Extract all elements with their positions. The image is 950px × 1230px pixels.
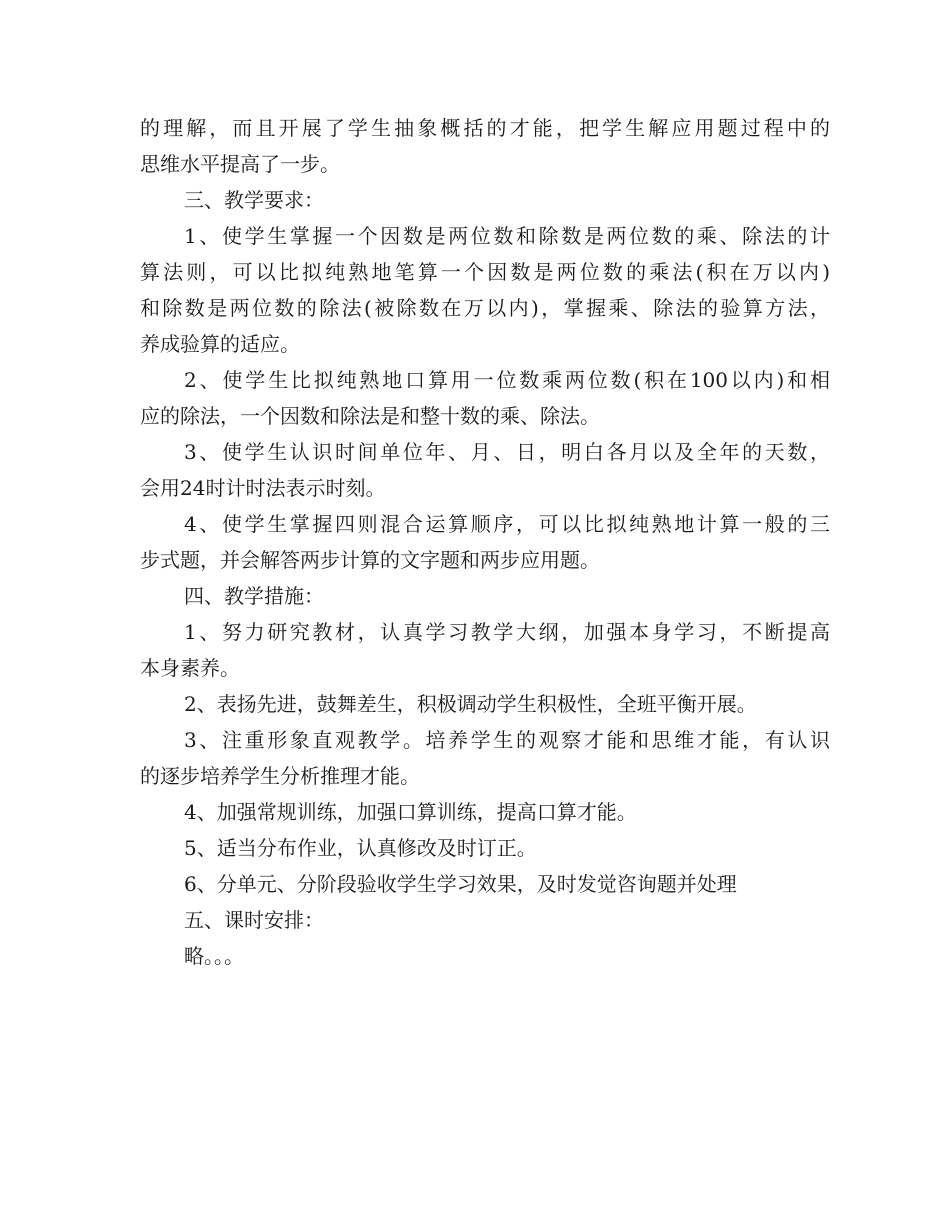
text-line: 2、表扬先进，鼓舞差生，积极调动学生积极性，全班平衡开展。 [184, 692, 757, 716]
text-line: 步式题，并会解答两步计算的文字题和两步应用题。 [140, 548, 600, 572]
text-line: 1、使学生掌握一个因数是两位数和除数是两位数的乘、除法的计 [184, 224, 830, 248]
text-line: 本身素养。 [140, 656, 240, 680]
text-line: 2、使学生比拟纯熟地口算用一位数乘两位数(积在100以内)和相 [184, 368, 830, 392]
text-line: 1、努力研究教材，认真学习教学大纲，加强本身学习，不断提高 [184, 620, 830, 644]
text-line: 略。。。 [184, 944, 244, 968]
text-line: 3、注重形象直观教学。培养学生的观察才能和思维才能，有认识 [184, 728, 830, 752]
text-line: 4、使学生掌握四则混合运算顺序，可以比拟纯熟地计算一般的三 [184, 512, 830, 536]
document-body [140, 110, 830, 974]
text-line: 应的除法，一个因数和除法是和整十数的乘、除法。 [140, 404, 600, 428]
text-line: 4、加强常规训练，加强口算训练，提高口算才能。 [184, 800, 637, 824]
text-line: 五、课时安排： [184, 908, 324, 932]
text-line: 算法则，可以比拟纯熟地笔算一个因数是两位数的乘法(积在万以内) [140, 260, 830, 284]
text-line: 3、使学生认识时间单位年、月、日，明白各月以及全年的天数， [184, 440, 830, 464]
text-line: 的逐步培养学生分析推理才能。 [140, 764, 420, 788]
text-line: 三、教学要求： [184, 188, 324, 212]
text-line: 会用24时计时法表示时刻。 [140, 476, 386, 500]
text-line: 6、分单元、分阶段验收学生学习效果，及时发觉咨询题并处理 [184, 872, 737, 896]
text-line: 5、适当分布作业，认真修改及时订正。 [184, 836, 537, 860]
text-line: 和除数是两位数的除法(被除数在万以内)，掌握乘、除法的验算方法， [140, 296, 830, 320]
text-line: 四、教学措施： [184, 584, 324, 608]
text-line: 思维水平提高了一步。 [140, 152, 340, 176]
text-line: 养成验算的适应。 [140, 332, 300, 356]
text-line: 的理解，而且开展了学生抽象概括的才能，把学生解应用题过程中的 [140, 116, 830, 140]
